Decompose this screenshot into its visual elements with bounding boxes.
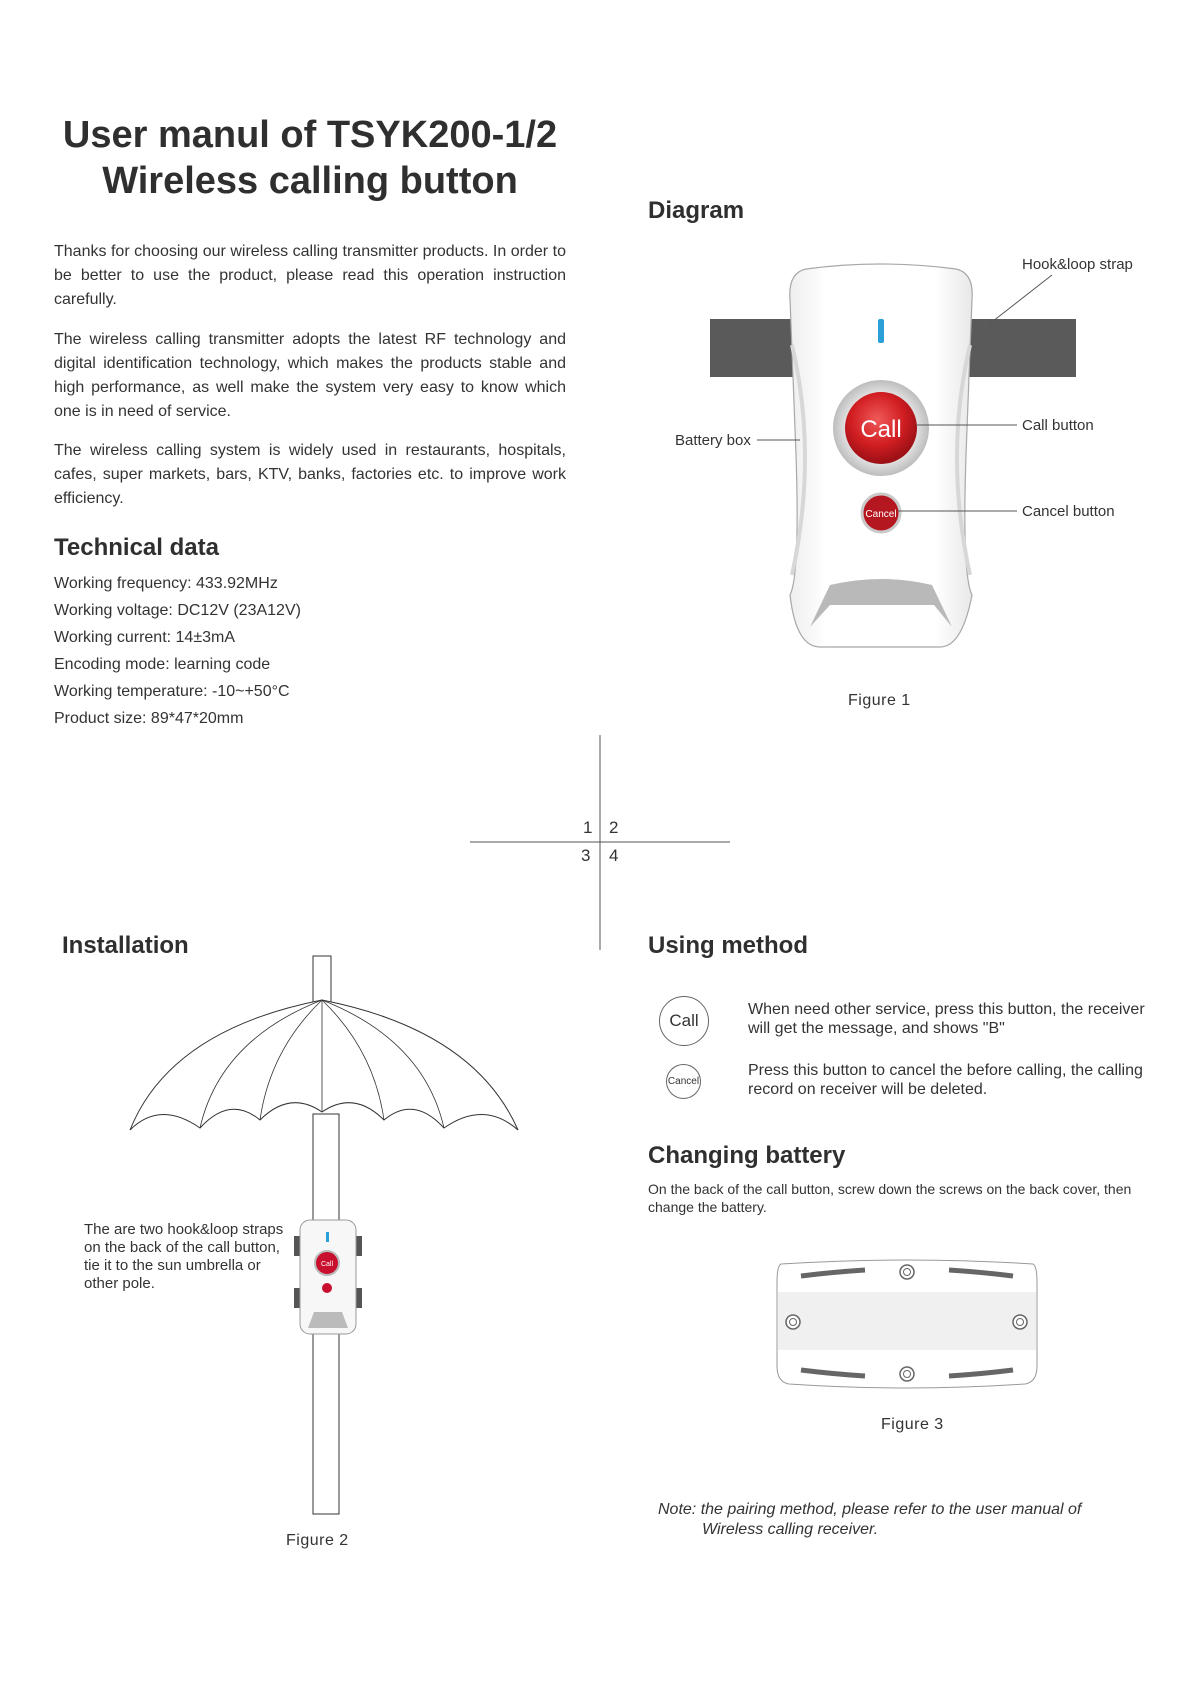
battery-instructions: On the back of the call button, screw down the screws on the back cover, then change the battery. xyxy=(648,1181,1132,1215)
screw-icon xyxy=(900,1265,914,1279)
title-line-1: User manul of TSYK200-1/2 xyxy=(62,114,558,156)
figure-2-caption: Figure 2 xyxy=(286,1532,349,1549)
pole-top xyxy=(313,956,331,1002)
changing-battery-heading: Changing battery xyxy=(648,1142,846,1169)
quadrant-marker xyxy=(470,735,730,950)
tech-item: Working voltage: DC12V (23A12V) xyxy=(54,602,301,619)
strap-label: Hook&loop strap xyxy=(1022,256,1133,273)
device-diagram-figure xyxy=(620,255,1180,655)
pairing-note xyxy=(658,1500,1138,1540)
figure-1-caption: Figure 1 xyxy=(848,692,911,709)
mini-call-label: Call xyxy=(320,1261,334,1268)
call-usage-text: When need other service, press this button, the receiver will get the message, and shows "B" xyxy=(748,1001,1145,1037)
cancel-button-callout: Cancel button xyxy=(1022,503,1115,520)
battery-box-label: Battery box xyxy=(675,432,751,449)
tech-item: Working current: 14±3mA xyxy=(54,629,235,646)
note-line-2: Wireless calling receiver. xyxy=(702,1521,879,1538)
back-cover-figure xyxy=(775,1258,1039,1388)
intro-paragraph-2: The wireless calling transmitter adopts the latest RF technology and digital identification technology, which makes the products stable and high performance, as well make the system very easy to know which one is in need of service. xyxy=(54,331,566,420)
tech-item: Product size: 89*47*20mm xyxy=(54,710,244,727)
cancel-icon: Cancel xyxy=(666,1064,701,1099)
umbrella-canopy xyxy=(130,1000,518,1130)
title-line-2: Wireless calling button xyxy=(102,160,518,202)
cancel-button-label: Cancel xyxy=(865,509,897,520)
mini-cancel-button xyxy=(322,1283,332,1293)
installation-heading: Installation xyxy=(62,932,189,959)
back-cover-band xyxy=(778,1292,1036,1350)
using-method-heading: Using method xyxy=(648,932,808,959)
strap-right xyxy=(966,319,1076,377)
intro-paragraph-1: Thanks for choosing our wireless calling transmitter products. In order to be better to use the product, please read this operation instruction carefully. xyxy=(54,243,566,308)
note-line-1: Note: the pairing method, please refer to the user manual of xyxy=(658,1501,1082,1518)
call-button-label: Call xyxy=(860,416,902,443)
quadrant-label-1: 1 xyxy=(583,818,593,837)
figure-3-caption: Figure 3 xyxy=(881,1416,944,1433)
strap-left xyxy=(710,319,800,377)
quadrant-label-2: 2 xyxy=(609,818,619,837)
installation-text: The are two hook&loop straps on the back of the call button, tie it to the sun umbrella or other pole. xyxy=(84,1221,284,1292)
technical-heading: Technical data xyxy=(54,534,219,561)
call-icon: Call xyxy=(659,996,709,1046)
screw-icon xyxy=(1013,1315,1027,1329)
screw-icon xyxy=(786,1315,800,1329)
call-button-callout: Call button xyxy=(1022,417,1094,434)
intro-paragraph-3: The wireless calling system is widely used in restaurants, hospitals, cafes, super markets, bars, KTV, banks, factories etc. to improve work efficiency. xyxy=(54,442,566,507)
led-indicator xyxy=(878,319,884,343)
quadrant-label-3: 3 xyxy=(581,846,591,865)
mini-led xyxy=(326,1232,329,1242)
mini-battery-cover xyxy=(308,1312,348,1328)
quadrant-label-4: 4 xyxy=(609,846,619,865)
cancel-usage-text: Press this button to cancel the before calling, the calling record on receiver will be deleted. xyxy=(748,1062,1143,1098)
tech-item: Working frequency: 433.92MHz xyxy=(54,575,278,592)
strap-leader-line xyxy=(988,275,1052,325)
page-title xyxy=(40,112,580,204)
tech-item: Encoding mode: learning code xyxy=(54,656,271,673)
tech-item: Working temperature: -10~+50°C xyxy=(54,683,290,700)
technical-list xyxy=(54,570,301,732)
diagram-heading: Diagram xyxy=(648,197,745,224)
screw-icon xyxy=(900,1367,914,1381)
